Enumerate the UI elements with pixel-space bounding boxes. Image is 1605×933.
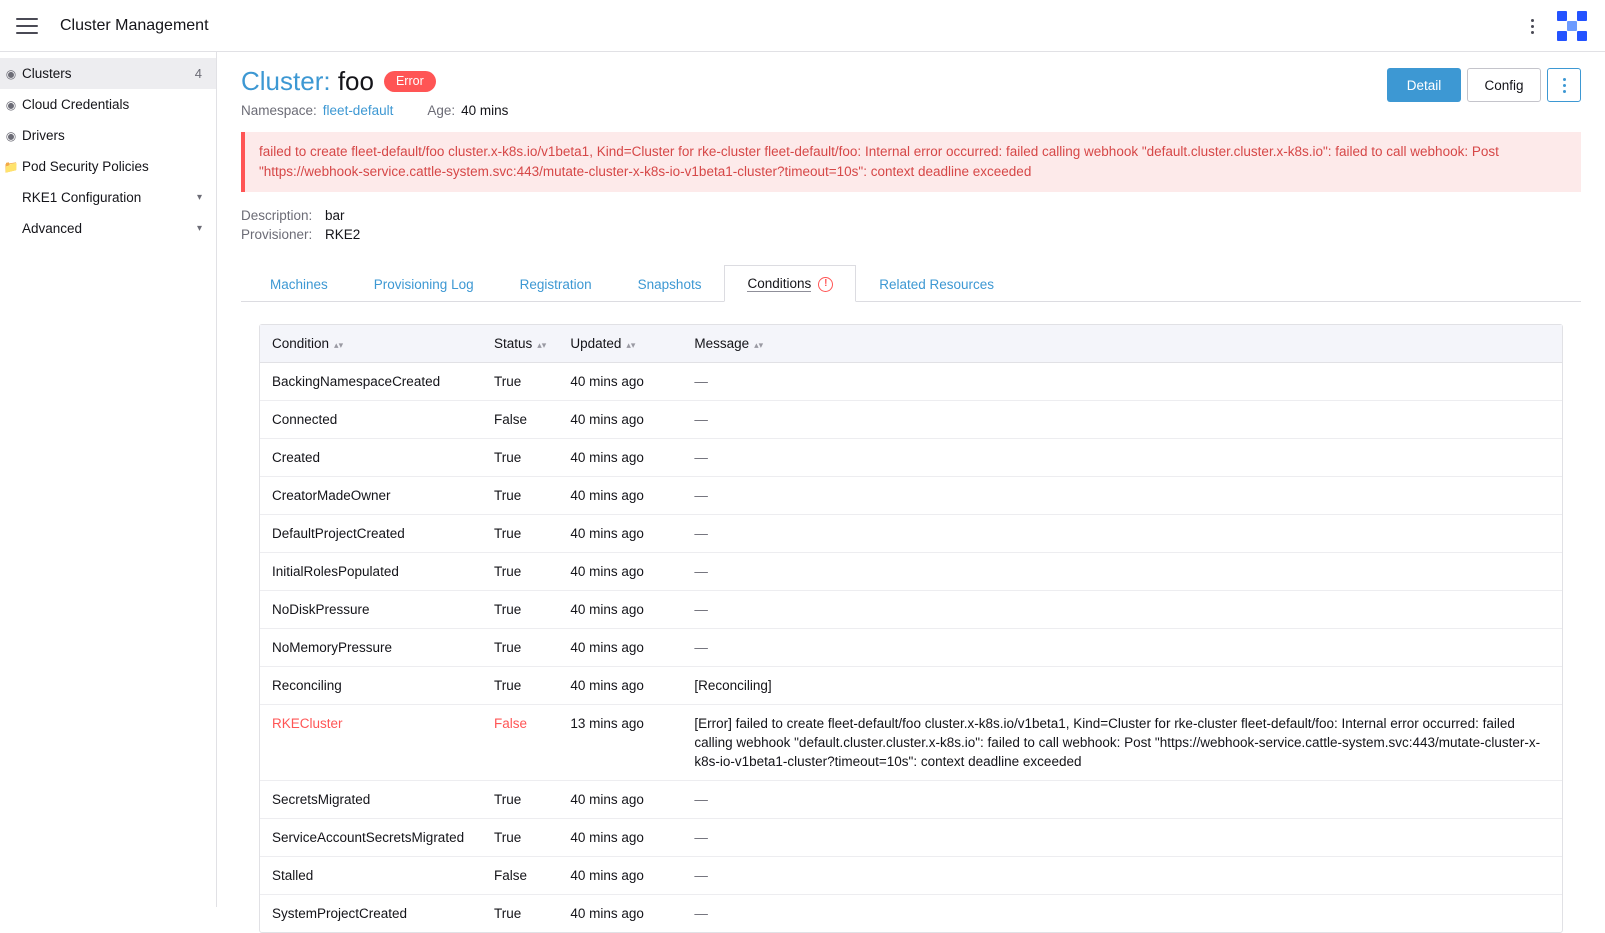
cluster-title-row bbox=[241, 66, 1581, 97]
cluster-name: foo bbox=[337, 66, 374, 96]
tab-label: Provisioning Log bbox=[373, 277, 474, 292]
sidebar-item-label: Cloud Credentials bbox=[22, 97, 130, 112]
tab-provisioning-log[interactable] bbox=[351, 265, 497, 302]
cell-condition: Reconciling bbox=[260, 667, 482, 705]
sidebar-item-label: Drivers bbox=[22, 128, 65, 143]
globe-icon: ◉ bbox=[5, 128, 17, 143]
table-row[interactable] bbox=[260, 819, 1562, 857]
cell-message: — bbox=[682, 591, 1562, 629]
table-row[interactable] bbox=[260, 705, 1562, 781]
table-head bbox=[260, 325, 1562, 363]
age-label: Age: bbox=[427, 103, 456, 118]
actions-menu-icon[interactable] bbox=[1547, 68, 1581, 102]
sidebar-item-label: RKE1 Configuration bbox=[22, 190, 142, 205]
app-header bbox=[0, 0, 1605, 52]
main-content bbox=[217, 52, 1605, 921]
cell-updated: 40 mins ago bbox=[558, 515, 682, 553]
column-header-condition[interactable] bbox=[260, 325, 482, 363]
error-banner: failed to create fleet-default/foo cluster.x-k8s.io/v1beta1, Kind=Cluster for rke-cluster fleet-default/foo: Internal error occurred: failed calling webhook "default.cluster.cluster.x-k8s.io": failed to call webhook: Post "https://webhook-service.cattle-system.svc:443/mutate-cluster-x-k8s-io-v1beta1-cluster?timeout=10s": context deadline exceeded bbox=[241, 132, 1581, 192]
tab-label: Snapshots bbox=[637, 277, 702, 292]
tab-label: Conditions bbox=[747, 276, 812, 291]
cell-updated: 40 mins ago bbox=[558, 477, 682, 515]
cell-message: — bbox=[682, 553, 1562, 591]
cell-updated: 40 mins ago bbox=[570, 906, 644, 921]
cluster-meta bbox=[241, 208, 1581, 242]
cell-condition: SecretsMigrated bbox=[260, 781, 482, 819]
column-label: Message bbox=[694, 336, 750, 351]
cell-message: — bbox=[682, 819, 1562, 857]
cell-status: True bbox=[482, 515, 558, 553]
column-label: Condition bbox=[272, 336, 330, 351]
cell-condition: NoDiskPressure bbox=[260, 591, 482, 629]
cell-updated: 13 mins ago bbox=[558, 705, 682, 781]
status-badge: Error bbox=[384, 71, 436, 92]
age-value: 40 mins bbox=[461, 103, 509, 118]
cell-condition: CreatorMadeOwner bbox=[260, 477, 482, 515]
table-row[interactable] bbox=[260, 477, 1562, 515]
conditions-table bbox=[260, 325, 1562, 932]
cell-updated: 40 mins ago bbox=[558, 363, 682, 401]
globe-icon: ◉ bbox=[5, 97, 17, 112]
tab-label: Related Resources bbox=[879, 277, 995, 292]
sidebar bbox=[0, 52, 217, 907]
cell-message: [Reconciling] bbox=[682, 667, 1562, 705]
cell-updated: 40 mins ago bbox=[558, 553, 682, 591]
cell-updated: 40 mins ago bbox=[558, 819, 682, 857]
table-row[interactable] bbox=[260, 439, 1562, 477]
tab-conditions[interactable] bbox=[724, 265, 856, 302]
chevron-down-icon: ▾ bbox=[196, 223, 202, 234]
cell-message: — bbox=[682, 629, 1562, 667]
cell-condition: Created bbox=[260, 439, 482, 477]
cluster-title bbox=[241, 66, 374, 97]
cell-status: True bbox=[482, 819, 558, 857]
cell-message: — bbox=[682, 857, 1562, 895]
cell-status: True bbox=[494, 906, 522, 921]
table-row[interactable] bbox=[260, 553, 1562, 591]
column-header-status[interactable] bbox=[482, 325, 558, 363]
table-row[interactable] bbox=[260, 515, 1562, 553]
sort-icon: ▴▾ bbox=[334, 340, 344, 350]
cell-status: True bbox=[482, 591, 558, 629]
cell-status: True bbox=[482, 363, 558, 401]
cell-condition: Stalled bbox=[260, 857, 482, 895]
tab-label: Registration bbox=[519, 277, 592, 292]
cell-updated: 40 mins ago bbox=[558, 401, 682, 439]
sidebar-item-label: Pod Security Policies bbox=[22, 159, 149, 174]
table-row[interactable] bbox=[260, 629, 1562, 667]
cell-message: — bbox=[682, 781, 1562, 819]
cell-updated: 40 mins ago bbox=[558, 629, 682, 667]
cell-status: True bbox=[482, 781, 558, 819]
tab-related-resources[interactable] bbox=[856, 265, 1017, 302]
cell-updated: 40 mins ago bbox=[558, 857, 682, 895]
table-row[interactable] bbox=[260, 895, 1562, 933]
cell-updated: 40 mins ago bbox=[558, 591, 682, 629]
tab-label: Machines bbox=[270, 277, 328, 292]
column-header-message[interactable] bbox=[682, 325, 1562, 363]
cell-condition: Connected bbox=[260, 401, 482, 439]
globe-icon: ◉ bbox=[5, 66, 17, 81]
tab-bar bbox=[241, 264, 1581, 302]
hamburger-icon[interactable] bbox=[16, 18, 38, 34]
cell-status: False bbox=[482, 705, 558, 781]
column-header-updated[interactable] bbox=[558, 325, 682, 363]
header-action-buttons bbox=[1387, 68, 1581, 102]
cell-message: — bbox=[682, 439, 1562, 477]
cell-message: [Error] failed to create fleet-default/foo cluster.x-k8s.io/v1beta1, Kind=Cluster for rke-cluster fleet-default/foo: Internal error occurred: failed calling webhook "default.cluster.cluster.x-k8s.io": failed to call webhook: Post "https://webhook-service.cattle-system.svc:443/mutate-cluster-x-k8s-io-v1beta1-cluster?timeout=10s": context deadline exceeded bbox=[682, 705, 1562, 781]
cluster-title-prefix: Cluster: bbox=[241, 66, 331, 96]
conditions-table-wrapper bbox=[259, 324, 1563, 933]
warning-icon: ! bbox=[818, 277, 833, 292]
body bbox=[0, 52, 1605, 921]
cell-message: — bbox=[682, 515, 1562, 553]
description-value: bar bbox=[325, 208, 345, 223]
cell-condition: SystemProjectCreated bbox=[272, 906, 408, 921]
cell-status: False bbox=[482, 857, 558, 895]
description-label: Description: bbox=[241, 208, 313, 223]
cell-updated: 40 mins ago bbox=[558, 781, 682, 819]
table-header-row bbox=[260, 325, 1562, 363]
cell-status: False bbox=[482, 401, 558, 439]
cell-condition: RKECluster bbox=[260, 705, 482, 781]
provisioner-value: RKE2 bbox=[325, 227, 361, 242]
sidebar-item-clusters[interactable] bbox=[0, 58, 216, 89]
namespace-label: Namespace: bbox=[241, 103, 317, 118]
column-label: Status bbox=[494, 336, 533, 351]
config-button[interactable]: Config bbox=[1467, 68, 1541, 102]
sort-icon: ▴▾ bbox=[754, 340, 764, 350]
tab-registration[interactable] bbox=[497, 265, 615, 302]
rancher-logo bbox=[1557, 11, 1587, 41]
table-row[interactable] bbox=[260, 667, 1562, 705]
header-actions bbox=[1521, 0, 1593, 52]
table-body bbox=[260, 363, 1562, 933]
cell-condition: DefaultProjectCreated bbox=[260, 515, 482, 553]
cell-status: True bbox=[482, 629, 558, 667]
cell-condition: BackingNamespaceCreated bbox=[260, 363, 482, 401]
cell-updated: 40 mins ago bbox=[558, 667, 682, 705]
chevron-down-icon: ▾ bbox=[196, 192, 202, 203]
sidebar-item-pod-security-policies[interactable] bbox=[0, 151, 216, 182]
cell-status: True bbox=[482, 477, 558, 515]
cell-condition: NoMemoryPressure bbox=[260, 629, 482, 667]
cell-status: True bbox=[482, 553, 558, 591]
cell-message: — bbox=[694, 906, 708, 921]
cell-condition: ServiceAccountSecretsMigrated bbox=[260, 819, 482, 857]
table-row[interactable] bbox=[260, 857, 1562, 895]
description-row bbox=[241, 208, 1581, 223]
cell-message: — bbox=[682, 363, 1562, 401]
column-label: Updated bbox=[570, 336, 622, 351]
cell-updated: 40 mins ago bbox=[558, 439, 682, 477]
provisioner-label: Provisioner: bbox=[241, 227, 313, 242]
sort-icon: ▴▾ bbox=[537, 340, 547, 350]
sidebar-item-label: Advanced bbox=[22, 221, 83, 236]
cell-status: True bbox=[482, 439, 558, 477]
kebab-menu-icon[interactable] bbox=[1521, 15, 1543, 37]
detail-button[interactable]: Detail bbox=[1387, 68, 1461, 102]
cell-message: — bbox=[682, 401, 1562, 439]
sort-icon: ▴▾ bbox=[626, 340, 636, 350]
sidebar-item-advanced[interactable] bbox=[0, 213, 216, 244]
sidebar-item-drivers[interactable] bbox=[0, 120, 216, 151]
table-row[interactable] bbox=[260, 363, 1562, 401]
cluster-subline bbox=[241, 103, 1581, 118]
sidebar-item-cloud-credentials[interactable] bbox=[0, 89, 216, 120]
sidebar-item-rke1-configuration[interactable] bbox=[0, 182, 216, 213]
tab-machines[interactable] bbox=[247, 265, 351, 302]
tab-snapshots[interactable] bbox=[615, 265, 725, 302]
page-title: Cluster Management bbox=[60, 16, 209, 34]
folder-icon: 📁 bbox=[3, 159, 19, 174]
sidebar-item-label: Clusters bbox=[22, 66, 72, 81]
table-row[interactable] bbox=[260, 591, 1562, 629]
cell-status: True bbox=[482, 667, 558, 705]
provisioner-row bbox=[241, 227, 1581, 242]
table-row[interactable] bbox=[260, 781, 1562, 819]
cell-message: — bbox=[682, 477, 1562, 515]
table-row[interactable] bbox=[260, 401, 1562, 439]
sidebar-item-count: 4 bbox=[194, 66, 202, 81]
namespace-link[interactable]: fleet-default bbox=[322, 103, 394, 118]
cell-condition: InitialRolesPopulated bbox=[260, 553, 482, 591]
